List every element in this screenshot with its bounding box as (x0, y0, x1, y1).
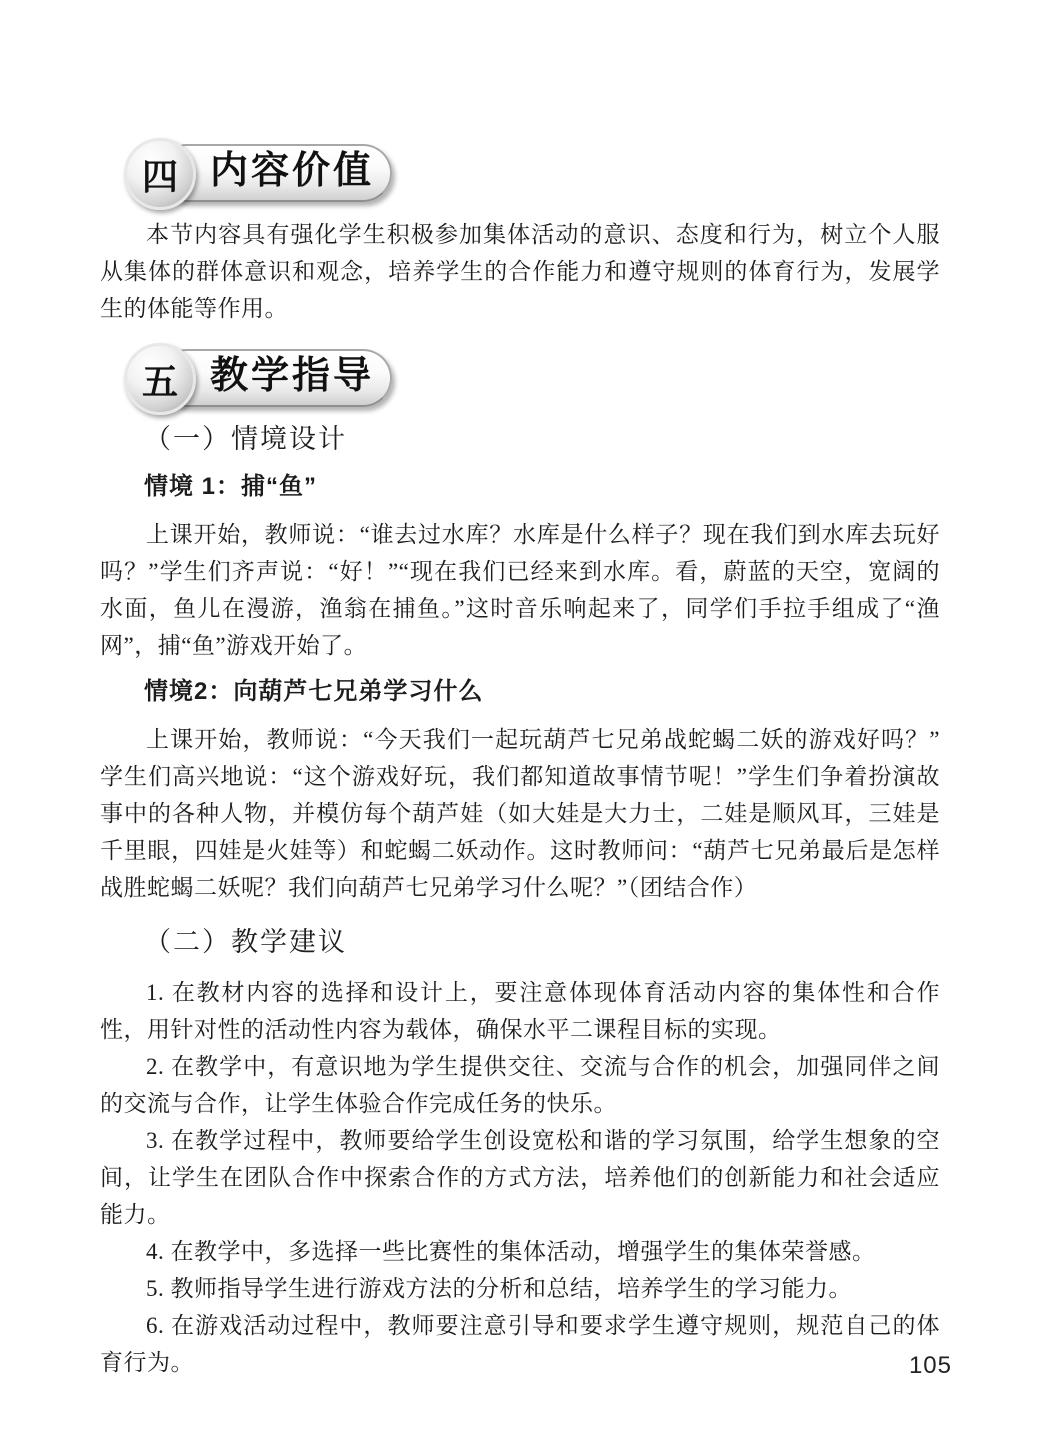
subsection-heading-2: （二）教学建议 (144, 927, 347, 957)
section-badge-5 (124, 343, 396, 415)
list-item: 5. 教师指导学生进行游戏方法的分析和总结，培养学生的学习能力。 (146, 1276, 852, 1301)
list-item: 2. 在教学中，有意识地为学生提供交往、交流与合作的机会，加强同伴之间的交流与合作，让学生体验合作完成任务的快乐。 (100, 1054, 940, 1116)
scenario2-body: 上课开始，教师说：“今天我们一起玩葫芦七兄弟战蛇蝎二妖的游戏好吗？”学生们高兴地说：“这个游戏好玩，我们都知道故事情节呢！”学生们争着扮演故事中的各种人物，并模仿每个葫芦娃（如大娃是大力士，二娃是顺风耳，三娃是千里眼，四娃是火娃等）和蛇蝎二妖动作。这时教师问：“葫芦七兄弟最后是怎样战胜蛇蝎二妖呢？我们向葫芦七兄弟学习什么呢？”（团结合作） (100, 727, 940, 900)
list-item: 3. 在教学过程中，教师要给学生创设宽松和谐的学习氛围，给学生想象的空间，让学生在团队合作中探索合作的方式方法，培养他们的创新能力和社会适应能力。 (100, 1128, 940, 1227)
section-badge-4 (124, 138, 396, 210)
suggestion-list (100, 974, 940, 1381)
page-content (0, 138, 1038, 1381)
list-item: 6. 在游戏活动过程中，教师要注意引导和要求学生遵守规则，规范自己的体育行为。 (100, 1313, 940, 1375)
subsection-heading-1: （一）情境设计 (144, 424, 347, 454)
section4-body: 本节内容具有强化学生积极参加集体活动的意识、态度和行为，树立个人服从集体的群体意识和观念，培养学生的合作能力和遵守规则的体育行为，发展学生的体能等作用。 (100, 222, 940, 321)
page-number: 105 (908, 1352, 952, 1379)
section-number-circle: 四 (124, 138, 196, 210)
scenario1-heading: 情境 1：捕“鱼” (144, 473, 318, 500)
section-title: 教学指导 (210, 355, 375, 397)
scenario1-body: 上课开始，教师说：“谁去过水库？水库是什么样子？现在我们到水库去玩好吗？”学生们齐声说：“好！”“现在我们已经来到水库。看，蔚蓝的天空，宽阔的水面，鱼儿在漫游，渔翁在捕鱼。”这时音乐响起来了，同学们手拉手组成了“渔网”，捕“鱼”游戏开始了。 (100, 522, 940, 658)
section-title: 内容价值 (210, 150, 375, 192)
list-item: 1. 在教材内容的选择和设计上，要注意体现体育活动内容的集体性和合作性，用针对性的活动性内容为载体，确保水平二课程目标的实现。 (100, 980, 940, 1042)
scenario2-heading: 情境2：向葫芦七兄弟学习什么 (144, 678, 484, 705)
list-item: 4. 在教学中，多选择一些比赛性的集体活动，增强学生的集体荣誉感。 (146, 1239, 876, 1264)
section-number-circle: 五 (124, 343, 196, 415)
